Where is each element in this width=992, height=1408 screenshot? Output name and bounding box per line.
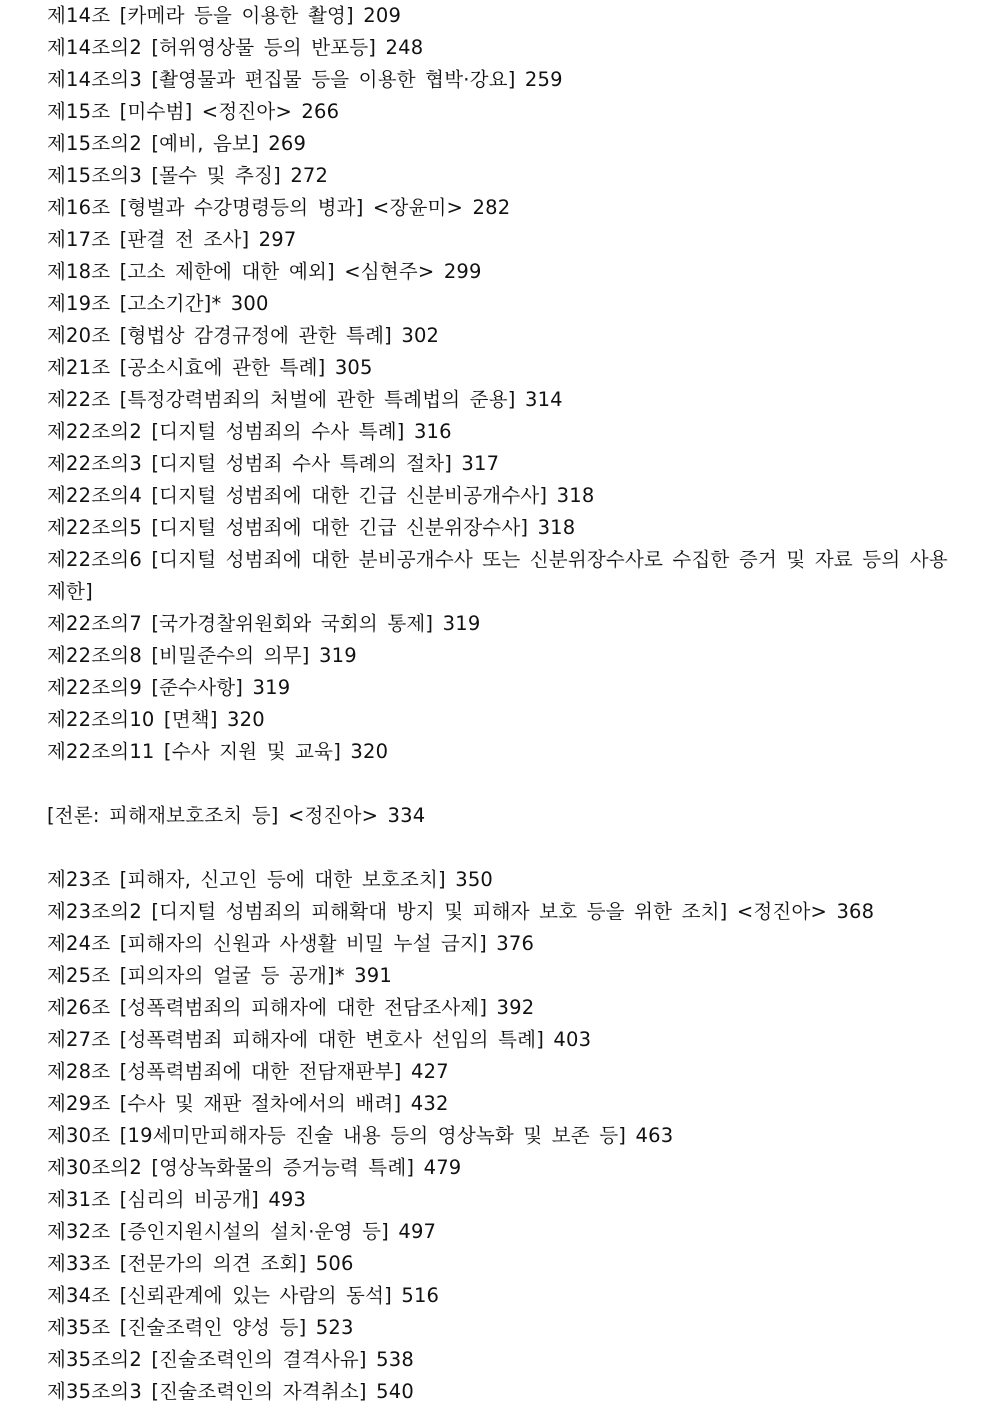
toc-entry: 제30조의2 [영상녹화물의 증거능력 특례] 479 — [47, 1156, 462, 1179]
toc-entry: 제31조 [심리의 비공개] 493 — [47, 1188, 307, 1211]
toc-entry: 제30조 [19세미만피해자등 진술 내용 등의 영상녹화 및 보존 등] 463 — [47, 1124, 674, 1147]
toc-entry: 제15조 [미수범] <정진아> 266 — [47, 100, 340, 123]
toc-entry: 제18조 [고소 제한에 대한 예외] <심현주> 299 — [47, 260, 482, 283]
toc-entry: 제22조의7 [국가경찰위원회와 국회의 통제] 319 — [47, 612, 481, 635]
toc-entry: 제23조의2 [디지털 성범죄의 피해확대 방지 및 피해자 보호 등을 위한 조치] <정진아> 368 — [47, 900, 875, 923]
toc-entry: 제16조 [형벌과 수강명령등의 병과] <장윤미> 282 — [47, 196, 511, 219]
toc-entry: 제28조 [성폭력범죄에 대한 전담재판부] 427 — [47, 1060, 449, 1083]
toc-entry: 제19조 [고소기간]* 300 — [47, 292, 269, 315]
toc-entry: 제35조의3 [진술조력인의 자격취소] 540 — [47, 1380, 414, 1403]
toc-entry: 제15조의3 [몰수 및 추징] 272 — [47, 164, 329, 187]
toc-entry: 제15조의2 [예비, 음보] 269 — [47, 132, 307, 155]
toc-entry: 제24조 [피해자의 신원과 사생활 비밀 누설 금지] 376 — [47, 932, 535, 955]
toc-entry: 제33조 [전문가의 의견 조회] 506 — [47, 1252, 354, 1275]
toc-list-2 — [47, 864, 952, 1408]
toc-entry: 제22조의4 [디지털 성범죄에 대한 긴급 신분비공개수사] 318 — [47, 484, 595, 507]
document-page — [47, 0, 952, 1408]
toc-entry: 제20조 [형법상 감경규정에 관한 특례] 302 — [47, 324, 440, 347]
toc-entry: 제22조의8 [비밀준수의 의무] 319 — [47, 644, 357, 667]
toc-entry: 제22조의5 [디지털 성범죄에 대한 긴급 신분위장수사] 318 — [47, 516, 576, 539]
toc-entry: 제14조의3 [촬영물과 편집물 등을 이용한 협박·강요] 259 — [47, 68, 563, 91]
toc-entry: 제26조 [성폭력범죄의 피해자에 대한 전담조사제] 392 — [47, 996, 535, 1019]
toc-entry: 제23조 [피해자, 신고인 등에 대한 보호조치] 350 — [47, 868, 494, 891]
toc-entry: 제35조의2 [진술조력인의 결격사유] 538 — [47, 1348, 414, 1371]
toc-list-1 — [47, 0, 952, 768]
toc-entry: 제27조 [성폭력범죄 피해자에 대한 변호사 선임의 특례] 403 — [47, 1028, 592, 1051]
toc-entry: 제14조의2 [허위영상물 등의 반포등] 248 — [47, 36, 424, 59]
toc-entry: 제17조 [판결 전 조사] 297 — [47, 228, 297, 251]
toc-entry: 제21조 [공소시효에 관한 특례] 305 — [47, 356, 373, 379]
toc-entry: 제22조의11 [수사 지원 및 교육] 320 — [47, 740, 389, 763]
toc-entry: 제22조의3 [디지털 성범죄 수사 특례의 절차] 317 — [47, 452, 500, 475]
toc-entry: 제34조 [신뢰관계에 있는 사람의 동석] 516 — [47, 1284, 440, 1307]
toc-entry: 제29조 [수사 및 재판 절차에서의 배려] 432 — [47, 1092, 449, 1115]
blank-line — [47, 832, 952, 864]
toc-entry: 제25조 [피의자의 얼굴 등 공개]* 391 — [47, 964, 392, 987]
toc-entry: 제32조 [증인지원시설의 설치·운영 등] 497 — [47, 1220, 437, 1243]
section-heading: [전론: 피해재보호조치 등] <정진아> 334 — [47, 804, 426, 827]
blank-line — [47, 768, 952, 800]
toc-entry: 제22조의10 [면책] 320 — [47, 708, 265, 731]
toc-entry: 제35조 [진술조력인 양성 등] 523 — [47, 1316, 354, 1339]
toc-entry: 제22조의6 [디지털 성범죄에 대한 분비공개수사 또는 신분위장수사로 수집한 증거 및 자료 등의 사용제한] — [47, 548, 948, 603]
toc-entry: 제22조의9 [준수사항] 319 — [47, 676, 291, 699]
toc-entry: 제22조 [특정강력범죄의 처벌에 관한 특례법의 준용] 314 — [47, 388, 563, 411]
toc-entry: 제22조의2 [디지털 성범죄의 수사 특례] 316 — [47, 420, 452, 443]
toc-entry: 제14조 [카메라 등을 이용한 촬영] 209 — [47, 4, 402, 27]
